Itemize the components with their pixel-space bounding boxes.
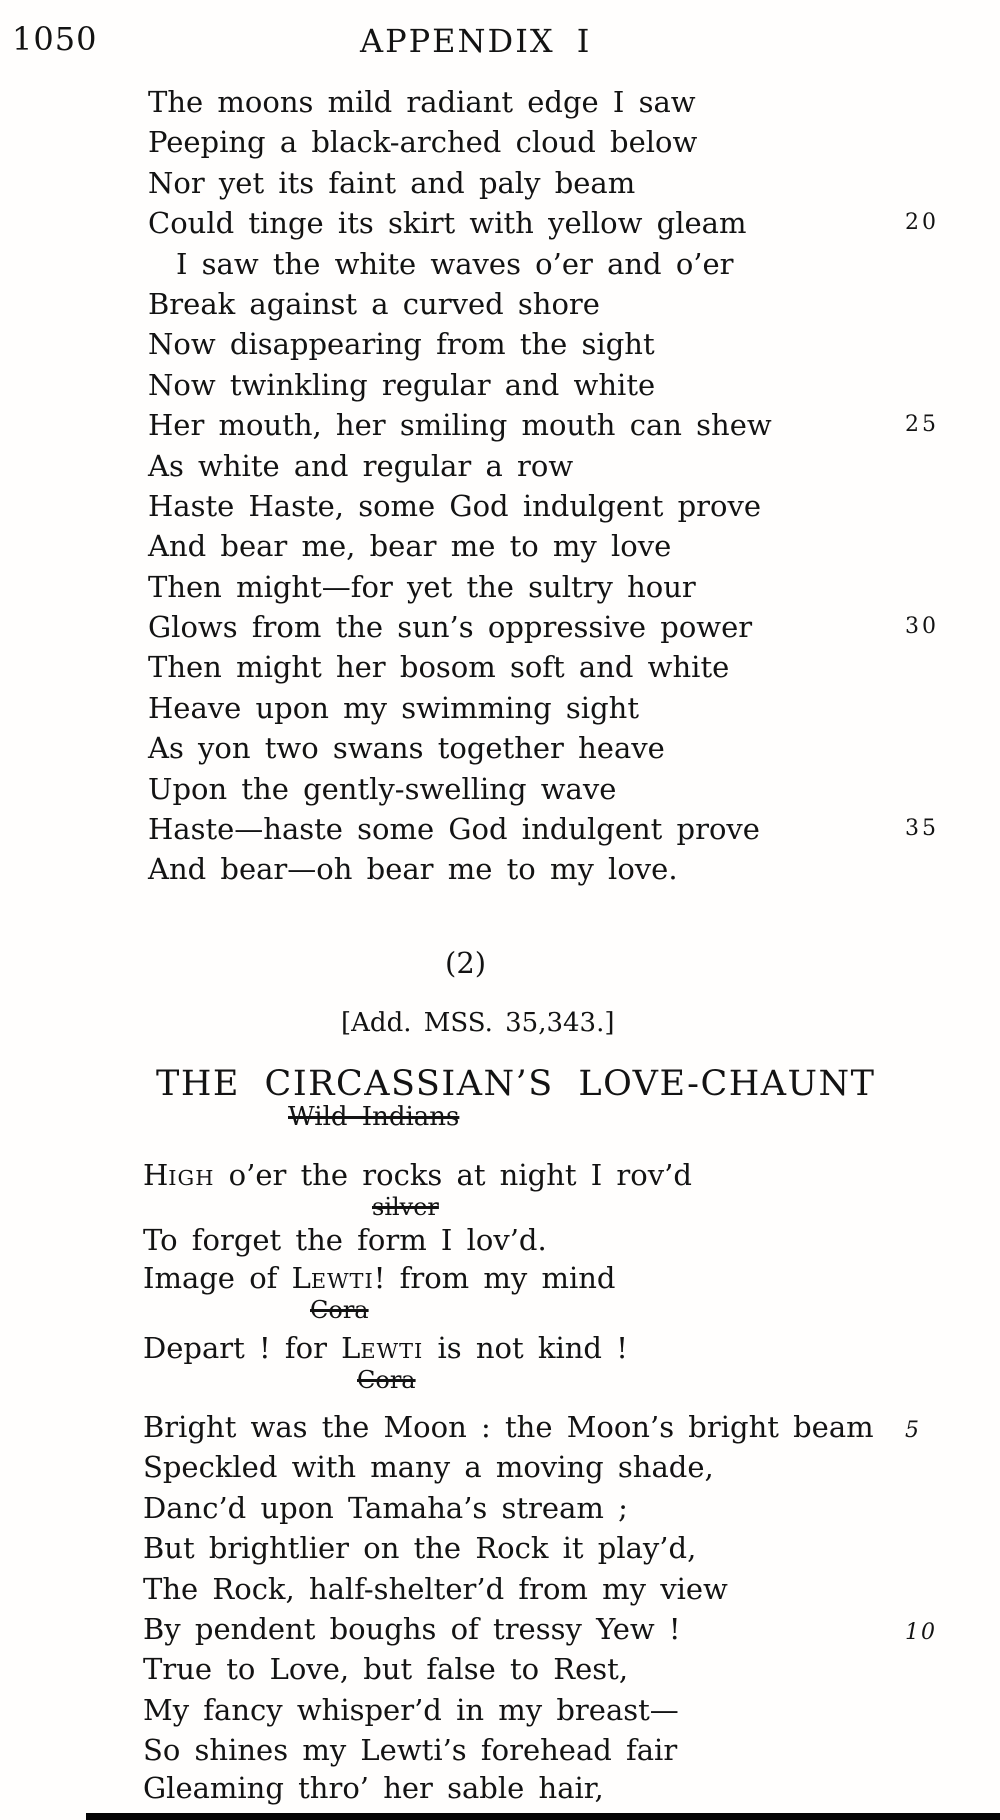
poem-line-text: Image of L (143, 1261, 311, 1295)
poem-line-text: Glows from the sun’s oppressive power (148, 610, 753, 645)
poem-line (148, 203, 980, 243)
poem-line (143, 1531, 988, 1565)
poem-line-text: To forget the form I lov’d. (143, 1223, 547, 1257)
line-number: 10 (905, 1620, 937, 1645)
poem-line-text: Her mouth, her smiling mouth can shew (148, 408, 772, 443)
poem-line-text: Haste—haste some God indulgent prove (148, 812, 760, 847)
poem-line-text: Upon the gently-swelling wave (148, 771, 617, 806)
poem-line-text: Then might—for yet the sultry hour (148, 569, 696, 604)
poem-line (143, 1612, 988, 1646)
deleted-correction: Cora (357, 1366, 416, 1394)
poem-line-text: Then might her bosom soft and white (148, 650, 730, 685)
poem-1-block (148, 82, 980, 890)
poem-line-text: is not kind ! (423, 1331, 628, 1365)
poem-line (148, 809, 980, 849)
section-number: (2) (445, 946, 487, 980)
poem-line (148, 688, 980, 728)
poem-line (143, 1652, 988, 1686)
poem-line (148, 324, 980, 364)
poem-line-text: Danc’d upon Tamaha’s stream ; (143, 1491, 628, 1525)
scan-artifact-bar (86, 1813, 1000, 1820)
poem-line (143, 1158, 988, 1192)
poem-line (143, 1733, 988, 1767)
poem-line-text: As white and regular a row (148, 448, 574, 483)
poem-line (148, 446, 980, 486)
poem-line-text: The moons mild radiant edge I saw (148, 85, 696, 119)
running-header: APPENDIX I (360, 22, 592, 60)
line-number: 25 (905, 412, 939, 438)
poem-line-text: Speckled with many a moving shade, (143, 1450, 714, 1484)
poem-line-text: Depart ! for L (143, 1331, 361, 1365)
line-number: 20 (905, 210, 939, 236)
poem-line-text: The Rock, half-shelter’d from my view (143, 1572, 728, 1606)
poem-line-text: Haste Haste, some God indulgent prove (148, 488, 762, 523)
poem-line-text: So shines my Lewti’s forehead fair (143, 1733, 678, 1767)
poem-title: THE CIRCASSIAN’S LOVE-CHAUNT (156, 1064, 876, 1104)
poem-line-text: Peeping a black-arched cloud below (148, 125, 698, 160)
poem-line-text: Nor yet its faint and paly beam (148, 165, 636, 200)
poem-line-text: ! from my mind (373, 1261, 616, 1295)
poem-line-text: Break against a curved shore (148, 286, 600, 321)
poem-line-text: My fancy whisper’d in my breast— (143, 1693, 679, 1727)
poem-line (148, 82, 980, 122)
poem-line-text: True to Love, but false to Rest, (143, 1652, 629, 1686)
poem-line-text: Now twinkling regular and white (148, 367, 656, 402)
poem-line (143, 1450, 988, 1484)
page-number: 1050 (12, 20, 98, 58)
poem-line (143, 1491, 988, 1525)
poem-line-text: I saw the white waves o’er and o’er (176, 246, 734, 281)
poem-line-text: Heave upon my swimming sight (148, 690, 639, 725)
poem-line (148, 607, 980, 647)
poem-line (148, 122, 980, 162)
poem-line-text: But brightlier on the Rock it play’d, (143, 1531, 697, 1565)
small-caps-text: EWTI (360, 1339, 424, 1363)
poem-line (148, 567, 980, 607)
poem-line (143, 1771, 988, 1805)
poem-line (143, 1693, 988, 1727)
poem-line (148, 405, 980, 445)
poem-line (143, 1572, 988, 1606)
poem-line (148, 486, 980, 526)
poem-line-text: H (143, 1158, 169, 1192)
poem-line-text: And bear—oh bear me to my love. (148, 852, 678, 887)
poem-line (143, 1223, 988, 1257)
poem-line-text: Gleaming thro’ her sable hair, (143, 1771, 604, 1805)
poem-line (148, 849, 980, 889)
poem-line-text: Now disappearing from the sight (148, 327, 655, 362)
poem-line (148, 728, 980, 768)
poem-line (148, 284, 980, 324)
poem-line (148, 365, 980, 405)
small-caps-text: EWTI (310, 1269, 374, 1293)
poem-line-text: As yon two swans together heave (148, 731, 665, 766)
poem-line-text: Bright was the Moon : the Moon’s bright beam (143, 1410, 874, 1444)
small-caps-text: IGH (168, 1166, 215, 1190)
poem-line (143, 1331, 988, 1365)
deleted-correction: Cora (310, 1296, 369, 1324)
poem-line-text: And bear me, bear me to my love (148, 529, 672, 564)
poem-line (148, 647, 980, 687)
line-number: 5 (905, 1418, 921, 1443)
poem-line-text: o’er the rocks at night I rov’d (214, 1158, 692, 1192)
poem-line (143, 1410, 988, 1444)
poem-line (143, 1261, 988, 1295)
poem-line-text: By pendent boughs of tressy Yew ! (143, 1612, 681, 1646)
poem-line (148, 526, 980, 566)
line-number: 30 (905, 614, 939, 640)
line-number: 35 (905, 816, 939, 842)
poem-line-text: Could tinge its skirt with yellow gleam (148, 206, 747, 241)
deleted-correction: silver (372, 1193, 439, 1221)
poem-line (148, 769, 980, 809)
manuscript-reference: [Add. MSS. 35,343.] (341, 1008, 615, 1038)
deleted-subtitle: Wild Indians (288, 1102, 460, 1132)
poem-line (148, 244, 980, 284)
poem-line (148, 163, 980, 203)
